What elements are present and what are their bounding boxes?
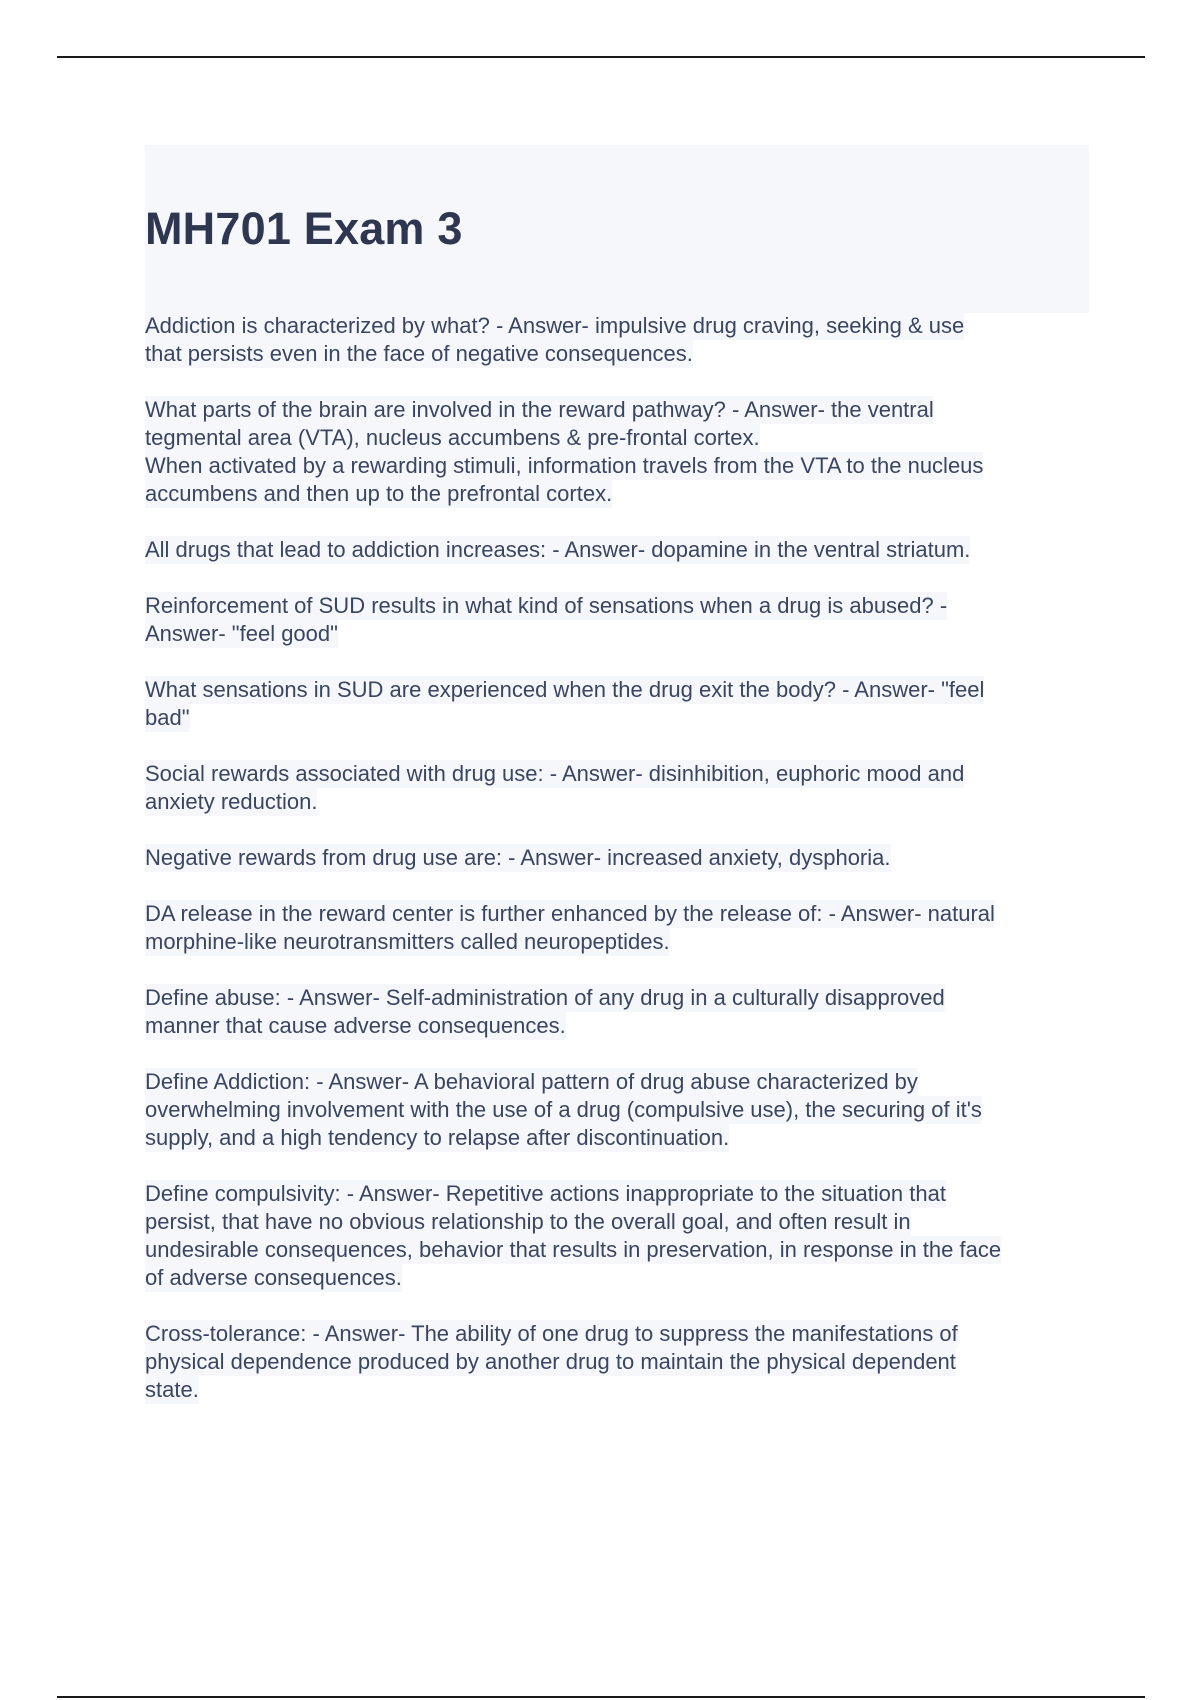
qa-item: [145, 1320, 1089, 1404]
qa-line: of adverse consequences.: [145, 1265, 402, 1290]
qa-line: Negative rewards from drug use are: - Answer- increased anxiety, dysphoria.: [145, 845, 891, 870]
qa-item: [145, 984, 1089, 1040]
qa-item: [145, 760, 1089, 816]
qa-line: tegmental area (VTA), nucleus accumbens & pre-frontal cortex.: [145, 425, 760, 450]
qa-line: persist, that have no obvious relationship to the overall goal, and often result in: [145, 1209, 911, 1234]
qa-line: Define Addiction: - Answer- A behavioral pattern of drug abuse characterized by: [145, 1069, 918, 1094]
qa-item: [145, 676, 1089, 732]
qa-list: [145, 312, 1089, 1432]
qa-line: supply, and a high tendency to relapse after discontinuation.: [145, 1125, 730, 1150]
qa-item: [145, 536, 1089, 564]
qa-line: Reinforcement of SUD results in what kind of sensations when a drug is abused? -: [145, 593, 948, 618]
top-rule: [57, 56, 1145, 58]
qa-line: physical dependence produced by another drug to maintain the physical dependent: [145, 1349, 956, 1374]
qa-line: undesirable consequences, behavior that results in preservation, in response in the face: [145, 1237, 1002, 1262]
page-title: MH701 Exam 3: [145, 203, 463, 254]
qa-line: Addiction is characterized by what? - Answer- impulsive drug craving, seeking & use: [145, 313, 965, 338]
qa-item: [145, 900, 1089, 956]
qa-line: DA release in the reward center is further enhanced by the release of: - Answer- natural: [145, 901, 995, 926]
qa-line: anxiety reduction.: [145, 789, 318, 814]
qa-line: What sensations in SUD are experienced when the drug exit the body? - Answer- "feel: [145, 677, 985, 702]
qa-line: Define compulsivity: - Answer- Repetitive actions inappropriate to the situation that: [145, 1181, 946, 1206]
qa-line: Social rewards associated with drug use: - Answer- disinhibition, euphoric mood and: [145, 761, 965, 786]
qa-line: Cross-tolerance: - Answer- The ability of one drug to suppress the manifestations of: [145, 1321, 958, 1346]
qa-line: What parts of the brain are involved in the reward pathway? - Answer- the ventral: [145, 397, 934, 422]
qa-line: manner that cause adverse consequences.: [145, 1013, 566, 1038]
qa-line: Define abuse: - Answer- Self-administration of any drug in a culturally disapproved: [145, 985, 945, 1010]
qa-line: morphine-like neurotransmitters called neuropeptides.: [145, 929, 670, 954]
qa-item: [145, 1180, 1089, 1292]
qa-line: Answer- "feel good": [145, 621, 338, 646]
qa-line: state.: [145, 1377, 199, 1402]
qa-line: overwhelming involvement with the use of a drug (compulsive use), the securing of it's: [145, 1097, 982, 1122]
qa-item: [145, 312, 1089, 368]
qa-line: bad": [145, 705, 190, 730]
qa-item: [145, 592, 1089, 648]
qa-line: All drugs that lead to addiction increases: - Answer- dopamine in the ventral striatum.: [145, 537, 971, 562]
qa-item: [145, 844, 1089, 872]
qa-item: [145, 1068, 1089, 1152]
qa-line: When activated by a rewarding stimuli, information travels from the VTA to the nucleus: [145, 453, 984, 478]
qa-line: accumbens and then up to the prefrontal cortex.: [145, 481, 613, 506]
qa-item: [145, 396, 1089, 508]
qa-line: that persists even in the face of negative consequences.: [145, 341, 693, 366]
bottom-rule: [57, 1696, 1145, 1698]
